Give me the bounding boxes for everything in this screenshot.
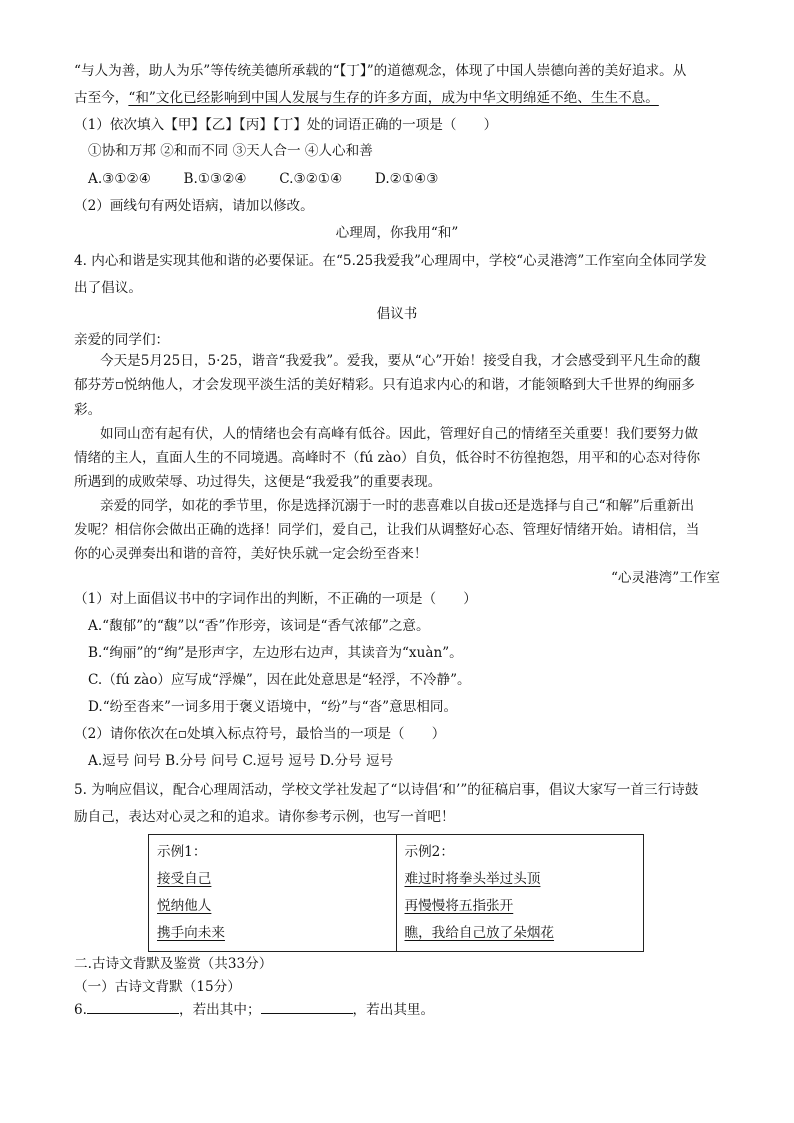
q4-option-d: D.“纷至沓来”一词多用于褒义语境中，“纷”与“沓”意思相同。 bbox=[88, 699, 458, 715]
example-1-cell bbox=[149, 835, 397, 952]
intro-line-1: “与人为善，助人为乐”等传统美德所承载的“【丁】”的道德观念，体现了中国人崇德向善的美好追求。从 bbox=[74, 63, 687, 79]
letter-salutation: 亲爱的同学们： bbox=[74, 332, 170, 348]
q6-blank-2[interactable] bbox=[261, 999, 353, 1014]
letter-p2-line-3: 所遇到的成败荣辱、功过得失，这便是“我爱我”的重要表现。 bbox=[74, 474, 442, 490]
example-2-line-1: 难过时将拳头举过头顶 bbox=[404, 871, 541, 887]
q6-middle-text: ，若出其中； bbox=[178, 1002, 261, 1018]
example-1-line-3: 携手向未来 bbox=[157, 925, 225, 941]
q5-line-1: 5. 为响应倡议，配合心理周活动，学校文学社发起了“以诗倡‘和’”的征稿启事，倡议大家写一首三行诗鼓 bbox=[74, 782, 699, 798]
letter-p3-line-1: 亲爱的同学，如花的季节里，你是选择沉溺于一时的悲喜难以自拔▫还是选择与自己“和解”后重新出 bbox=[100, 498, 695, 514]
example-2-cell bbox=[396, 835, 644, 952]
q6-end-text: ，若出其里。 bbox=[352, 1002, 435, 1018]
letter-p3-line-2: 发呢？相信你会做出正确的选择！同学们，爱自己，让我们从调整好心态、管理好情绪开始。请相信，当 bbox=[74, 522, 700, 538]
intro-line-2-plain: 古至今， bbox=[74, 90, 129, 106]
letter-p1-line-2: 郁芬芳▫悦纳他人，才会发现平淡生活的美好精彩。只有追求内心的和谐，才能领略到大千世界的绚丽多 bbox=[74, 377, 695, 393]
q5-line-2: 励自己，表达对心灵之和的追求。请你参考示例，也写一首吧！ bbox=[74, 809, 455, 825]
underlined-sentence: “和”文化已经影响到中国人发展与生存的许多方面，成为中华文明绵延不绝、生生不息。 bbox=[128, 90, 659, 106]
q4-sub2-options: A.逗号 问号 B.分号 问号 C.逗号 逗号 D.分号 逗号 bbox=[88, 753, 394, 769]
letter-signature: “心灵港湾”工作室 bbox=[610, 570, 720, 586]
q3-options bbox=[88, 168, 438, 190]
letter-p3-line-3: 你的心灵弹奏出和谐的音符，美好快乐就一定会纷至沓来！ bbox=[74, 546, 428, 562]
section-title: 心理周，你我用“和” bbox=[335, 225, 459, 241]
q3-option-c: C.③②①④ bbox=[279, 171, 343, 187]
q4-line-2: 出了倡议。 bbox=[74, 280, 142, 296]
q6-line bbox=[74, 999, 434, 1021]
letter-p2-line-2: 情绪的主人，直面人生的不同境遇。高峰时不（fú zào）自负，低谷时不彷徨抱怨，用平和的心态对待你 bbox=[74, 450, 701, 466]
example-1-line-1: 接受自己 bbox=[157, 871, 212, 887]
q6-blank-1[interactable] bbox=[87, 999, 179, 1014]
example-1-label: 示例1： bbox=[157, 844, 207, 860]
intro-line-2 bbox=[74, 87, 659, 109]
q4-sub1: （1）对上面倡议书中的字词作出的判断，不正确的一项是（ ） bbox=[74, 591, 477, 607]
q4-option-b: B.“绚丽”的“绚”是形声字，左边形右边声，其读音为“xuàn”。 bbox=[88, 645, 463, 661]
letter-title: 倡议书 bbox=[376, 306, 418, 322]
q4-line-1: 4. 内心和谐是实现其他和谐的必要保证。在“5.25我爱我”心理周中，学校“心灵港湾”工作室向全体同学发 bbox=[74, 253, 707, 269]
example-1-line-2: 悦纳他人 bbox=[157, 898, 212, 914]
example-2-line-2: 再慢慢将五指张开 bbox=[404, 898, 514, 914]
letter-p1-line-1: 今天是5月25日，5·25，谐音“我爱我”。爱我，要从“心”开始！接受自我，才会感受到平凡生命的馥 bbox=[100, 353, 701, 369]
q4-option-c: C.（fú zào）应写成“浮燥”，因在此处意思是“轻浮，不冷静”。 bbox=[88, 672, 471, 688]
letter-p2-line-1: 如同山峦有起有伏，人的情绪也会有高峰有低谷。因此，管理好自己的情绪至关重要！我们要努力做 bbox=[100, 426, 699, 442]
letter-p1-line-3: 彩。 bbox=[74, 402, 102, 418]
q4-option-a: A.“馥郁”的“馥”以“香”作形旁，该词是“香气浓郁”之意。 bbox=[88, 618, 430, 634]
q3-option-a: A.③①②④ bbox=[88, 171, 151, 187]
q3-sub2: （2）画线句有两处语病，请加以修改。 bbox=[74, 198, 314, 214]
q3-option-d: D.②①④③ bbox=[374, 171, 439, 187]
part2-sub-heading: （一）古诗文背默（15分） bbox=[74, 979, 241, 995]
q3-items: ①协和万邦 ②和而不同 ③天人合一 ④人心和善 bbox=[88, 143, 373, 159]
q3-option-b: B.①③②④ bbox=[183, 171, 247, 187]
part2-heading: 二.古诗文背默及鉴赏（共33分） bbox=[74, 956, 273, 972]
poem-examples-table bbox=[148, 834, 644, 952]
example-2-label: 示例2： bbox=[404, 844, 454, 860]
example-2-line-3: 瞧，我给自己放了朵烟花 bbox=[404, 925, 555, 941]
q6-number: 6. bbox=[74, 1002, 87, 1018]
q4-sub2: （2）请你依次在▫处填入标点符号，最恰当的一项是（ ） bbox=[74, 726, 446, 742]
q3-sub1: （1）依次填入【甲】【乙】【丙】【丁】处的词语正确的一项是（ ） bbox=[74, 117, 498, 133]
